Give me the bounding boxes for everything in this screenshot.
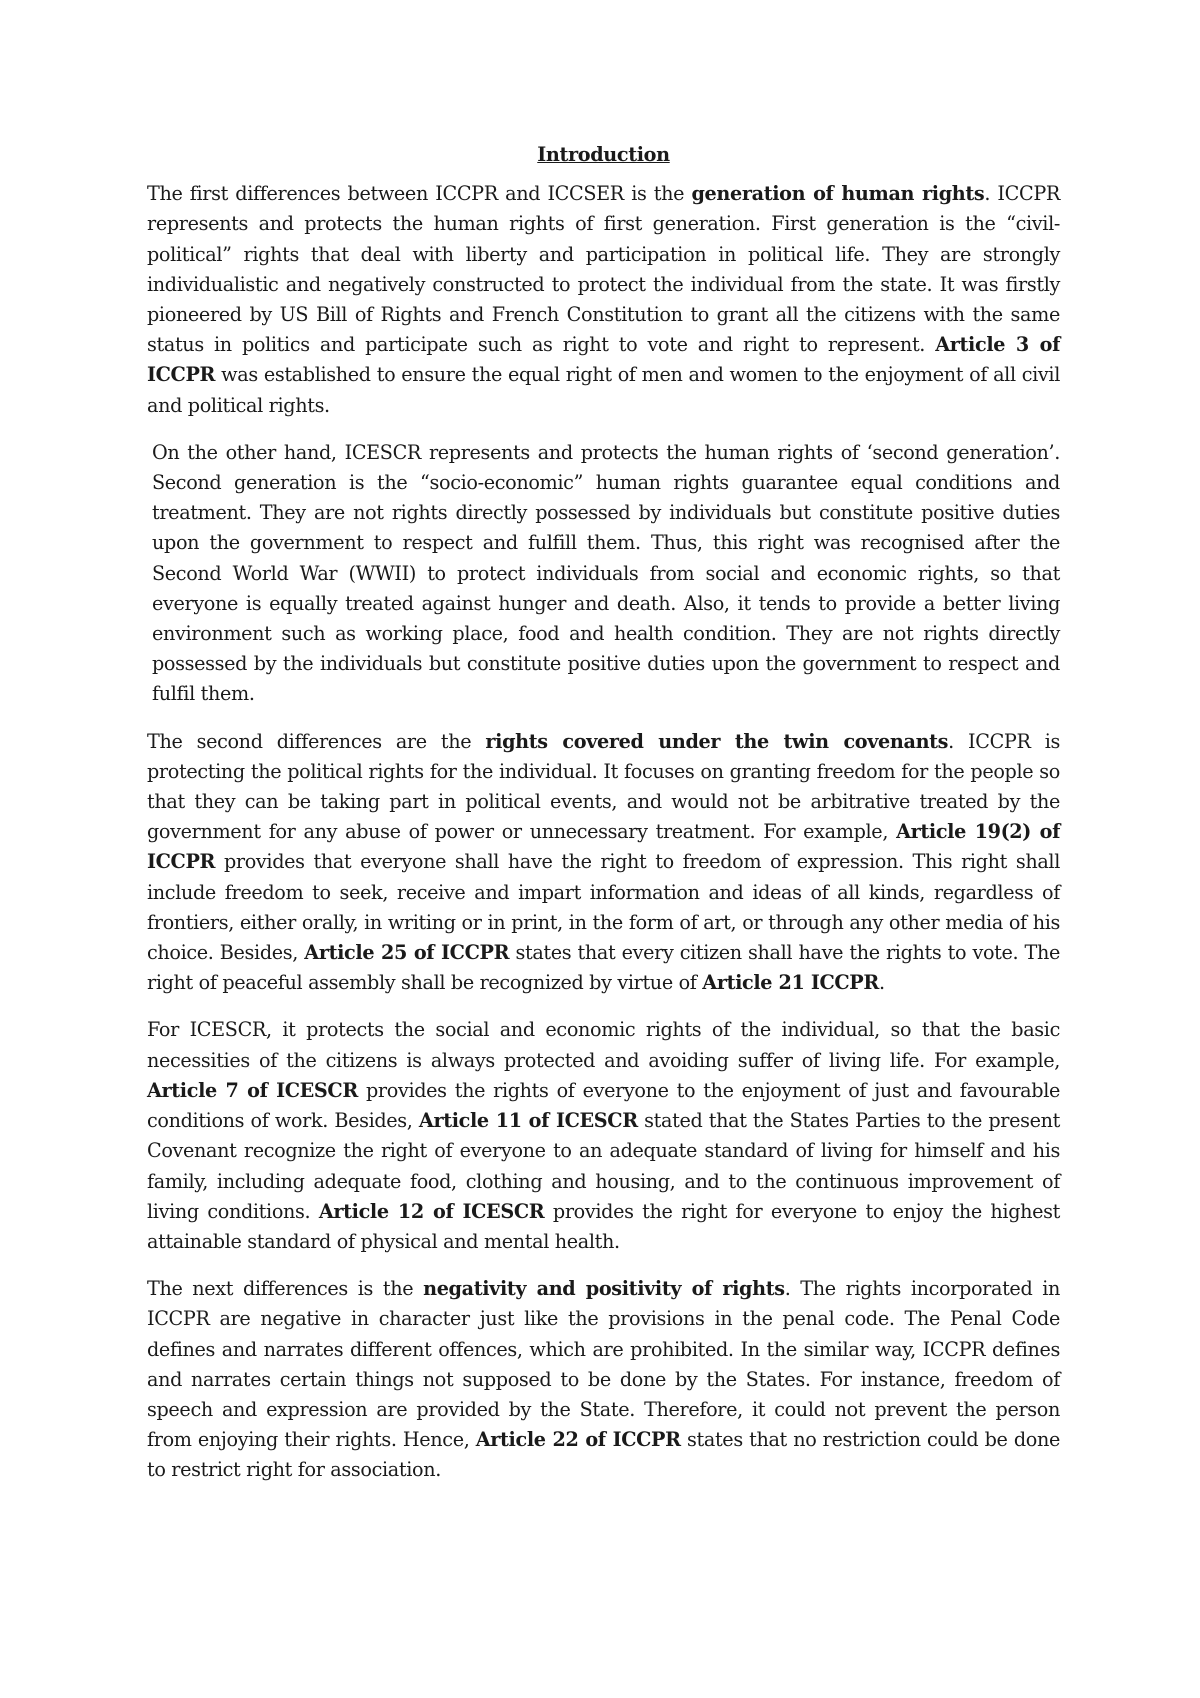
text-run: On the other hand, ICESCR represents and protects the human rights of ‘second generation’. Second generation is the “socio-economic” human rights guarantee equal conditions and treatment. They are not rights directly possessed by individuals but constitute positive duties upon the government to respect and fulfill them. Thus, this right was recognised after the Second World War (WWII) to protect individuals from social and economic rights, so that everyone is equally treated against hunger and death. Also, it tends to provide a better living environment such as working place, food and health condition. They are not rights directly possessed by the individuals but constitute positive duties upon the government to respect and fulfil them. <box>152 440 1060 706</box>
bold-term: generation of human rights <box>691 182 985 206</box>
paragraph-rights-covered <box>147 727 1060 999</box>
paragraph-second-generation <box>147 438 1060 710</box>
text-run: states that every citizen shall have the rights to vote. The right of peaceful assembly shall be recognized by virtue of <box>147 941 1060 995</box>
text-run: . <box>878 971 885 995</box>
paragraph-icescr-rights <box>147 1015 1060 1257</box>
text-run: provides that everyone shall have the right to freedom of expression. This right shall include freedom to seek, receive and impart information and ideas of all kinds, regardless of frontiers, either orally, in writing or in print, in the form of art, or through any other media of his choice. Besides, <box>147 850 1060 965</box>
text-run: provides the rights of everyone to the enjoyment of just and favourable conditions of work. Besides, <box>147 1078 1060 1133</box>
page-title: Introduction <box>537 143 670 166</box>
bold-term: Article 7 of ICESCR <box>147 1078 358 1102</box>
bold-term: Article 25 of ICCPR <box>304 941 510 965</box>
text-run: For ICESCR, it protects the social and economic rights of the individual, so that the basic necessities of the citizens is always protected and avoiding suffer of living life. For example, <box>147 1018 1060 1072</box>
paragraph-negativity-positivity <box>147 1274 1060 1485</box>
text-run: The next differences is the <box>147 1277 424 1301</box>
text-run: The second differences are the <box>147 729 486 753</box>
text-run: The first differences between ICCPR and ICCSER is the <box>147 182 692 206</box>
document-page <box>147 140 1060 1503</box>
text-run: states that no restriction could be done to restrict right for association. <box>147 1428 1060 1482</box>
bold-term: Article 12 of ICESCR <box>318 1199 545 1223</box>
paragraph-generation <box>147 179 1060 421</box>
bold-term: Article 3 of ICCPR <box>147 333 1061 387</box>
text-run: . ICCPR is protecting the political rights for the individual. It focuses on granting freedom for the people so that they can be taking part in political events, and would not be arbitrative treated by the government for any abuse of power or unnecessary treatment. For example, <box>147 729 1060 844</box>
text-run: provides the right for everyone to enjoy the highest attainable standard of physical and mental health. <box>147 1199 1060 1253</box>
bold-term: Article 11 of ICESCR <box>418 1109 638 1133</box>
text-run: stated that the States Parties to the present Covenant recognize the right of everyone to an adequate standard of living for himself and his family, including adequate food, clothing and housing, and to the continuous improvement of living conditions. <box>147 1109 1060 1223</box>
bold-term: Article 21 ICCPR <box>702 971 879 995</box>
bold-term: Article 22 of ICCPR <box>475 1428 681 1452</box>
text-run: was established to ensure the equal right of men and women to the enjoyment of all civil and political rights. <box>147 363 1060 417</box>
bold-term: Article 19(2) of ICCPR <box>147 820 1060 874</box>
text-run: . ICCPR represents and protects the human rights of first generation. First generation is the “civil-political” rights that deal with liberty and participation in political life. They are strongly individualistic and negatively constructed to protect the individual from the state. It was firstly pioneered by US Bill of Rights and French Constitution to grant all the citizens with the same status in politics and participate such as right to vote and right to represent. <box>147 182 1060 357</box>
bold-term: rights covered under the twin covenants <box>485 729 949 753</box>
text-run: . The rights incorporated in ICCPR are negative in character just like the provisions in the penal code. The Penal Code defines and narrates different offences, which are prohibited. In the similar way, ICCPR defines and narrates certain things not supposed to be done by the States. For instance, freedom of speech and expression are provided by the State. Therefore, it could not prevent the person from enjoying their rights. Hence, <box>147 1277 1061 1452</box>
bold-term: negativity and positivity of rights <box>423 1277 785 1301</box>
